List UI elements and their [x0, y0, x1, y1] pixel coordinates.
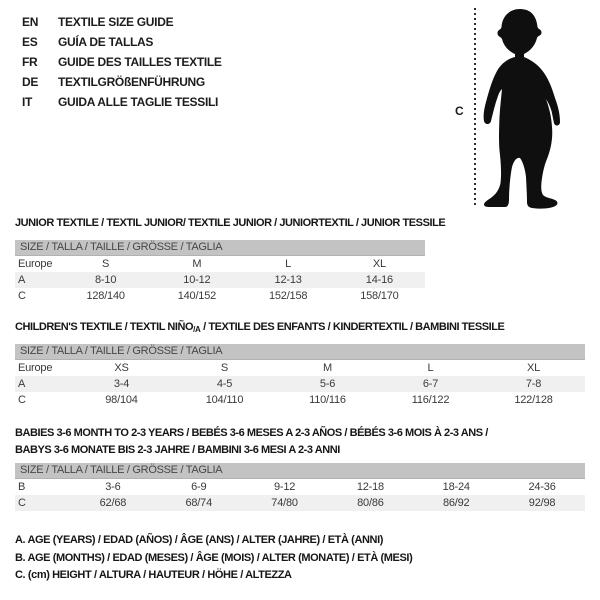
row-label: Europe: [18, 258, 53, 270]
size-cell: 80/86: [357, 497, 384, 509]
lang-title: GUIDE DES TAILLES TEXTILE: [58, 55, 222, 69]
lang-code: FR: [22, 55, 38, 69]
legend-line-c: C. (cm) HEIGHT / ALTURA / HAUTEUR / HÖHE / ALTEZZA: [15, 569, 292, 581]
size-header-bar: SIZE / TALLA / TAILLE / GRÖSSE / TAGLIA: [15, 463, 585, 479]
lang-code: EN: [22, 15, 39, 29]
row-label: A: [18, 274, 26, 286]
size-cell: 110/116: [309, 394, 346, 406]
row-label: B: [18, 481, 26, 493]
size-cell: 3-6: [105, 481, 121, 493]
lang-code: ES: [22, 35, 38, 49]
lang-code: DE: [22, 75, 39, 89]
children-title-pre: CHILDREN'S TEXTILE / TEXTIL NIÑO: [15, 321, 194, 333]
junior-size-table: [15, 240, 425, 304]
lang-row-en: [22, 12, 222, 32]
lang-title: TEXTILGRÖßENFÜHRUNG: [58, 75, 205, 89]
size-cell: 158/170: [360, 290, 399, 302]
table-row-age: [15, 376, 585, 392]
language-title-list: [22, 12, 222, 112]
size-cell: 6-9: [191, 481, 207, 493]
size-header-bar: SIZE / TALLA / TAILLE / GRÖSSE / TAGLIA: [15, 240, 425, 256]
size-cell: XL: [372, 258, 386, 270]
table-row-height: [15, 495, 585, 511]
size-cell: M: [323, 362, 332, 374]
children-title-post: / TEXTILE DES ENFANTS / KINDERTEXTIL / BAMBINI TESSILE: [200, 321, 505, 333]
junior-section-title: JUNIOR TEXTILE / TEXTIL JUNIOR/ TEXTILE JUNIOR / JUNIORTEXTIL / JUNIOR TESSILE: [15, 217, 446, 229]
size-cell: 116/122: [411, 394, 450, 406]
height-measure-label: C: [455, 104, 464, 118]
legend-line-a: A. AGE (YEARS) / EDAD (AÑOS) / ÂGE (ANS) / ALTER (JAHRE) / ETÀ (ANNI): [15, 534, 383, 546]
table-row-height: [15, 392, 585, 408]
toddler-silhouette-image: [479, 7, 571, 209]
size-header-bar: SIZE / TALLA / TAILLE / GRÖSSE / TAGLIA: [15, 344, 585, 360]
babies-title-line2: BABYS 3-6 MONATE BIS 2-3 JAHRE / BAMBINI 3-6 MESI A 2-3 ANNI: [15, 443, 340, 456]
row-label: C: [18, 497, 26, 509]
size-cell: 140/152: [177, 290, 217, 302]
lang-title: TEXTILE SIZE GUIDE: [58, 15, 174, 29]
size-cell: 14-16: [365, 274, 393, 286]
table-row-europe: [15, 360, 585, 376]
children-size-table: [15, 344, 585, 408]
row-label: C: [18, 290, 26, 302]
lang-row-de: [22, 72, 222, 92]
size-cell: 9-12: [273, 481, 296, 493]
size-cell: L: [285, 258, 292, 270]
size-cell: 24-36: [528, 481, 556, 493]
size-cell: 128/140: [86, 290, 125, 302]
lang-title: GUÍA DE TALLAS: [58, 35, 154, 49]
table-row-height: [15, 288, 425, 304]
size-cell: 8-10: [95, 274, 117, 286]
size-cell: 12-13: [274, 274, 302, 286]
table-row-age: [15, 272, 425, 288]
lang-title: GUIDA ALLE TAGLIE TESSILI: [58, 95, 219, 109]
size-cell: XS: [114, 362, 129, 374]
lang-code: IT: [22, 95, 33, 109]
size-cell: 74/80: [271, 497, 298, 509]
table-row-europe: [15, 256, 425, 272]
lang-row-it: [22, 92, 222, 112]
children-title-sub: /A: [193, 325, 201, 334]
size-cell: 18-24: [442, 481, 470, 493]
size-cell: 152/158: [268, 290, 308, 302]
children-section-title: [15, 321, 504, 334]
babies-size-table: [15, 463, 585, 511]
row-label: A: [18, 378, 26, 390]
size-cell: 98/104: [105, 394, 138, 406]
lang-row-fr: [22, 52, 222, 72]
measurement-legend: [15, 532, 412, 585]
size-cell: 86/92: [442, 497, 470, 509]
size-cell: L: [427, 362, 434, 374]
row-label: C: [18, 394, 26, 406]
size-cell: 68/74: [185, 497, 212, 509]
size-cell: XL: [526, 362, 541, 374]
size-cell: 4-5: [216, 378, 233, 390]
size-cell: 3-4: [113, 378, 130, 390]
size-cell: 92/98: [528, 497, 556, 509]
size-cell: 5-6: [319, 378, 336, 390]
size-cell: 62/68: [99, 497, 127, 509]
size-cell: 10-12: [183, 274, 211, 286]
lang-row-es: [22, 32, 222, 52]
babies-section-title: [15, 425, 488, 458]
legend-line-b: B. AGE (MONTHS) / EDAD (MESES) / ÂGE (MOIS) / ALTER (MONATE) / ETÀ (MESI): [15, 551, 413, 564]
size-cell: 7-8: [525, 378, 542, 390]
size-cell: S: [102, 258, 110, 270]
babies-title-line1: BABIES 3-6 MONTH TO 2-3 YEARS / BEBÉS 3-6 MESES A 2-3 AÑOS / BÉBÉS 3-6 MOIS À 2-3 ANS /: [15, 427, 488, 439]
size-cell: M: [192, 258, 202, 270]
size-cell: 12-18: [356, 481, 384, 493]
size-cell: 104/110: [205, 394, 244, 406]
size-cell: 122/128: [514, 394, 553, 406]
table-row-months: [15, 479, 585, 495]
size-cell: S: [220, 362, 229, 374]
row-label: Europe: [18, 362, 53, 374]
size-cell: 6-7: [422, 378, 439, 390]
height-dotted-line: [474, 8, 476, 206]
